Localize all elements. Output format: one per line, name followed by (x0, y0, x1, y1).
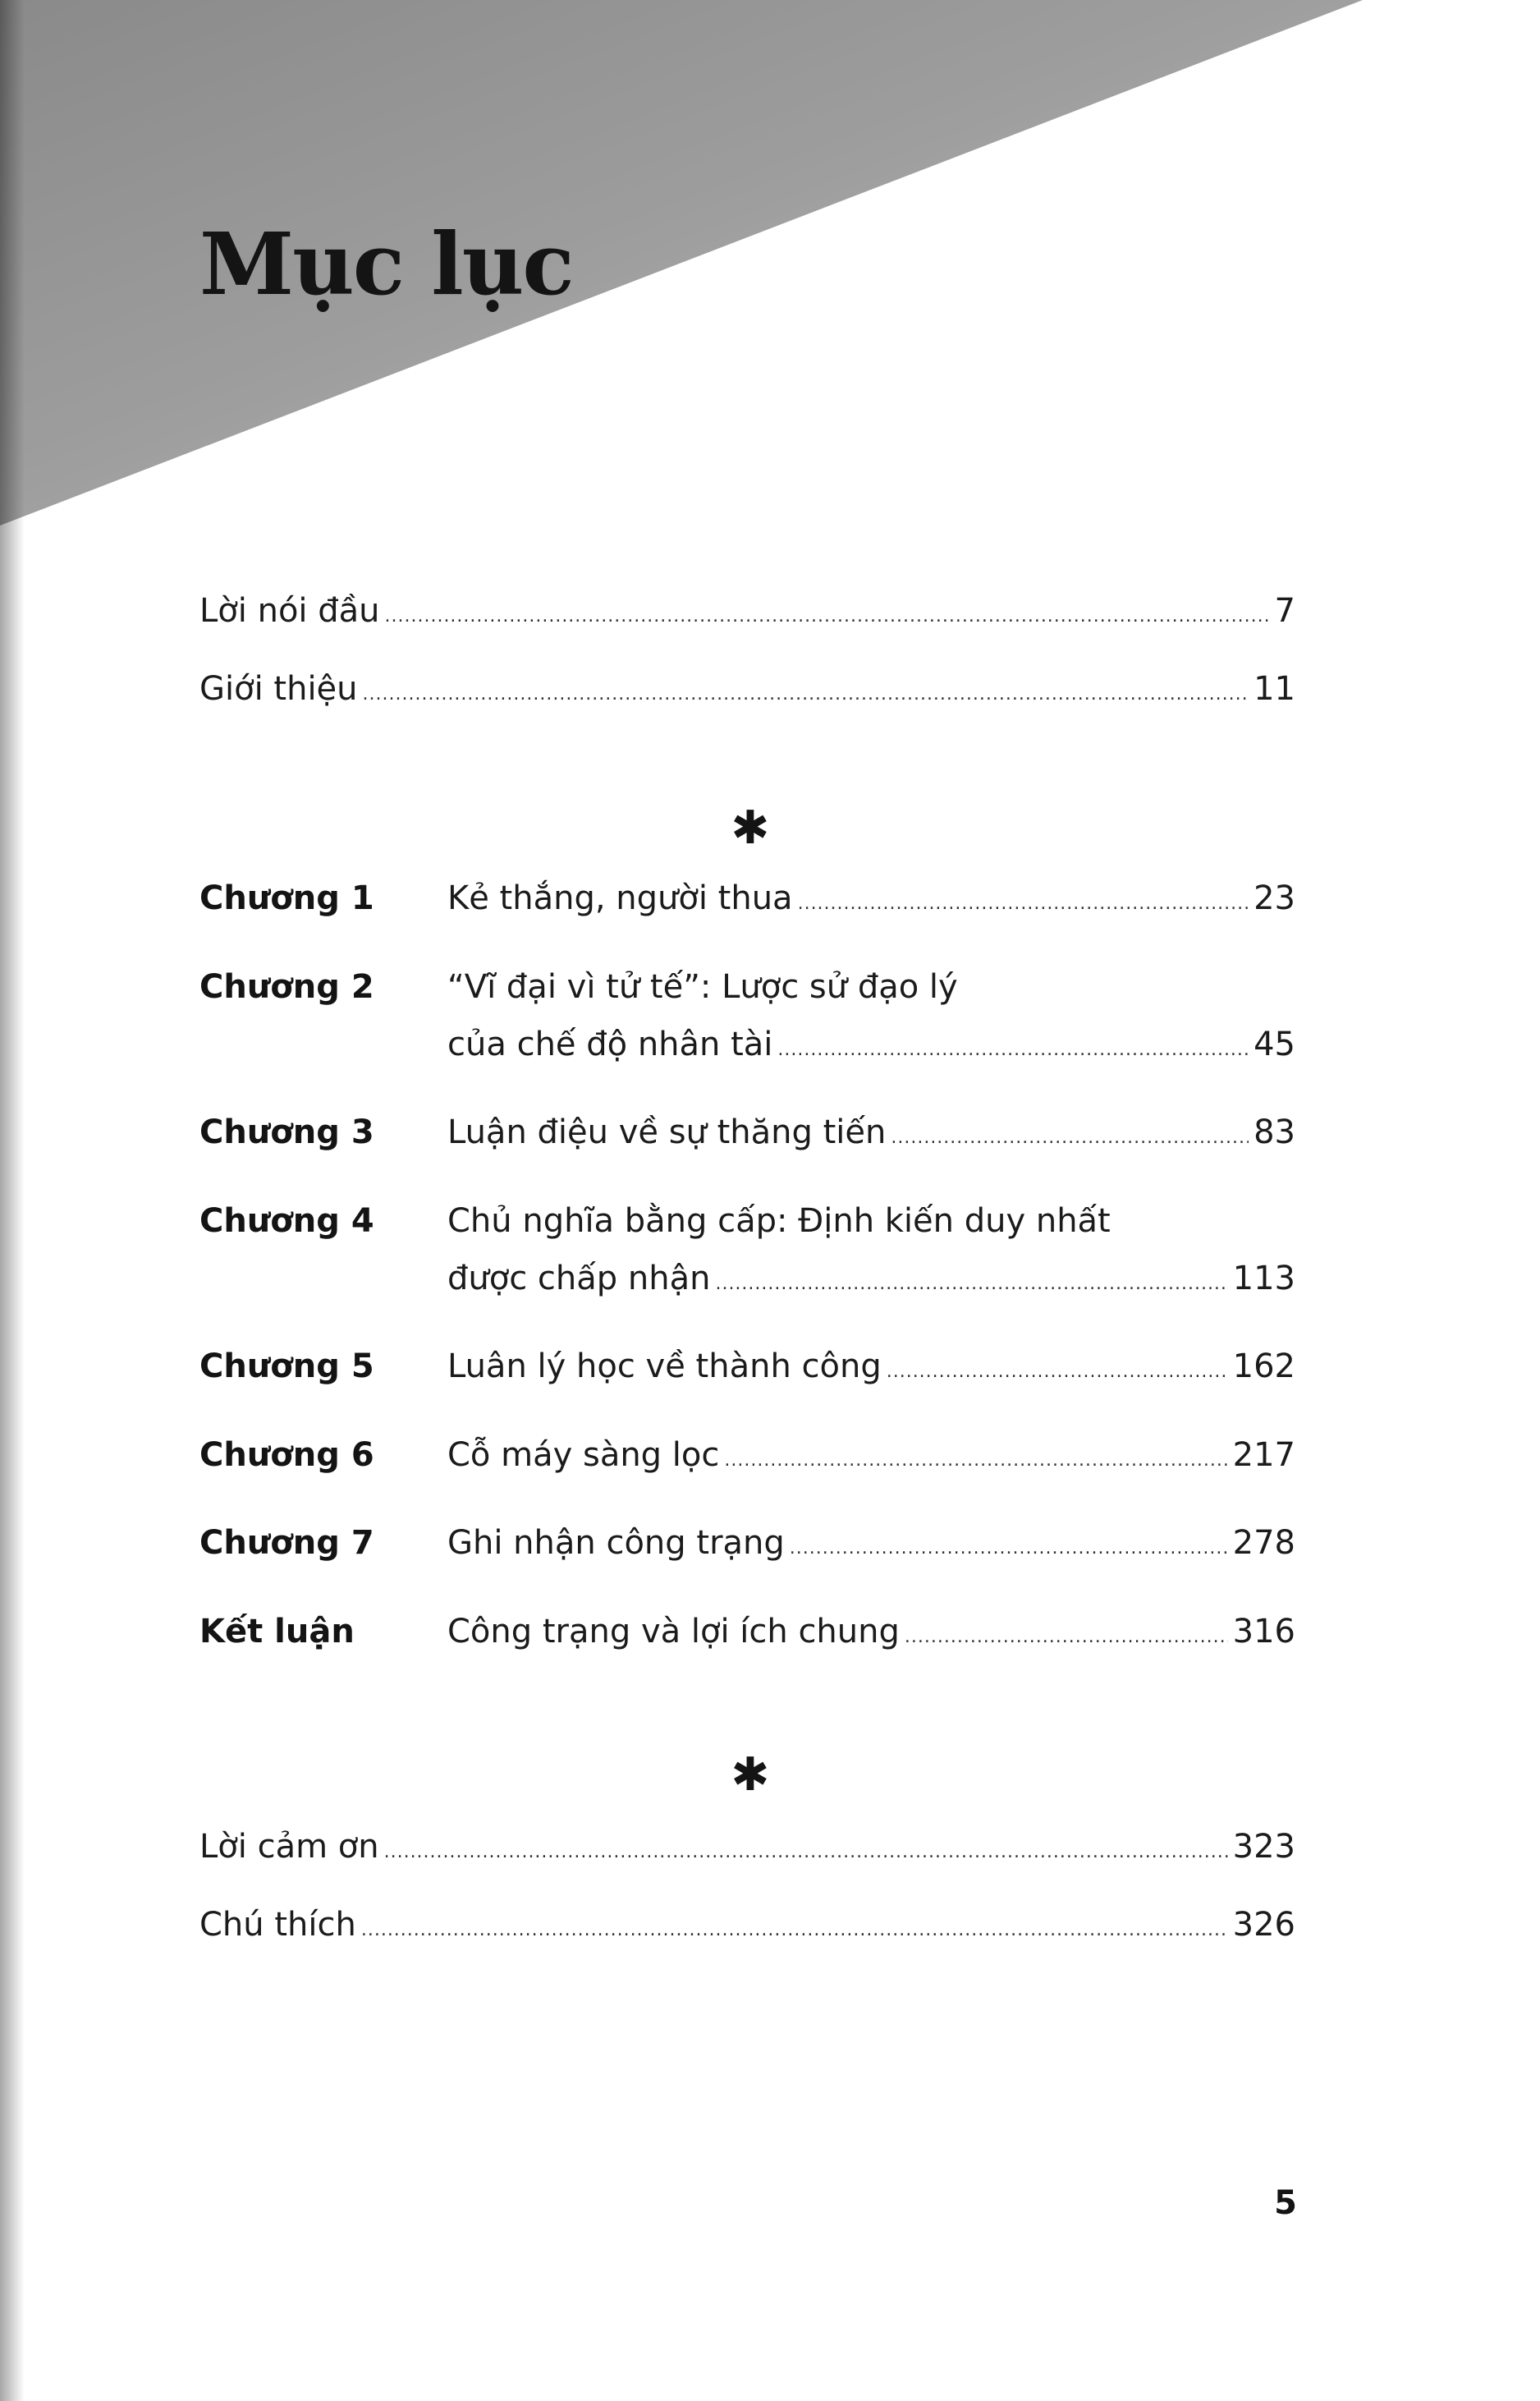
page-number: 23 (1254, 879, 1295, 917)
page-number: 162 (1232, 1347, 1295, 1385)
toc-entry-chapter-3[interactable] (447, 1113, 1295, 1158)
dot-leader (777, 1031, 1249, 1070)
dot-leader (715, 1265, 1227, 1304)
dot-leader (385, 597, 1270, 636)
dot-leader (361, 1911, 1228, 1950)
entry-title: Cỗ máy sàng lọc (447, 1436, 720, 1474)
chapter-label: Chương 3 (199, 1113, 374, 1151)
section-separator-icon: ✱ (731, 801, 770, 855)
chapter-label: Chương 5 (199, 1347, 374, 1385)
entry-title-line2: được chấp nhận (447, 1260, 711, 1297)
chapter-label: Chương 7 (199, 1524, 374, 1562)
chapter-label: Chương 2 (199, 968, 374, 1006)
chapter-label: Kết luận (199, 1613, 355, 1650)
toc-entry-conclusion[interactable] (447, 1612, 1295, 1657)
toc-entry-chapter-7[interactable] (447, 1523, 1295, 1568)
entry-title: Lời nói đầu (199, 592, 380, 630)
toc-entry-chapter-6[interactable] (447, 1435, 1295, 1481)
dot-leader (887, 1352, 1228, 1392)
page-number: 326 (1232, 1906, 1295, 1944)
chapter-label: Chương 4 (199, 1202, 374, 1240)
dot-leader (363, 675, 1249, 714)
dot-leader (905, 1618, 1228, 1657)
page-number: 113 (1232, 1260, 1295, 1297)
entry-title: Giới thiệu (199, 670, 358, 708)
page-number: 323 (1232, 1828, 1295, 1866)
page-number: 11 (1254, 670, 1295, 708)
toc-entry-notes[interactable] (199, 1905, 1295, 1944)
dot-leader (724, 1441, 1227, 1481)
dot-leader (384, 1833, 1228, 1872)
dot-leader (790, 1529, 1228, 1568)
dot-leader (891, 1118, 1249, 1158)
page-number: 83 (1254, 1113, 1295, 1151)
entry-title: Ghi nhận công trạng (447, 1524, 785, 1562)
toc-entry-preface[interactable] (199, 591, 1295, 631)
toc-entry-chapter-2[interactable] (447, 967, 1295, 1070)
toc-entry-acknowledgements[interactable] (199, 1827, 1295, 1866)
page-number: 316 (1232, 1613, 1295, 1650)
page-folio: 5 (1274, 2184, 1297, 2222)
page-title: Mục lục (199, 213, 573, 314)
toc-entry-chapter-1[interactable] (447, 879, 1295, 924)
page-number: 217 (1232, 1436, 1295, 1474)
page-number: 7 (1274, 592, 1295, 630)
chapter-label: Chương 1 (199, 879, 374, 917)
entry-title: Luân lý học về thành công (447, 1347, 882, 1385)
entry-title: Luận điệu về sự thăng tiến (447, 1113, 887, 1151)
dot-leader (798, 884, 1249, 924)
section-separator-icon: ✱ (731, 1748, 770, 1802)
chapter-label: Chương 6 (199, 1436, 374, 1474)
toc-entry-chapter-5[interactable] (447, 1347, 1295, 1392)
entry-title: Chú thích (199, 1906, 356, 1944)
entry-title-line2: của chế độ nhân tài (447, 1026, 773, 1063)
page-number: 278 (1232, 1524, 1295, 1562)
page-number: 45 (1254, 1026, 1295, 1063)
toc-entry-chapter-4[interactable] (447, 1201, 1295, 1304)
entry-title-line1: Chủ nghĩa bằng cấp: Định kiến duy nhất (447, 1202, 1111, 1240)
entry-title: Lời cảm ơn (199, 1828, 379, 1866)
entry-title-line1: “Vĩ đại vì tử tế”: Lược sử đạo lý (447, 968, 958, 1006)
toc-entry-introduction[interactable] (199, 669, 1295, 709)
entry-title: Kẻ thắng, người thua (447, 879, 793, 917)
entry-title: Công trạng và lợi ích chung (447, 1613, 900, 1650)
